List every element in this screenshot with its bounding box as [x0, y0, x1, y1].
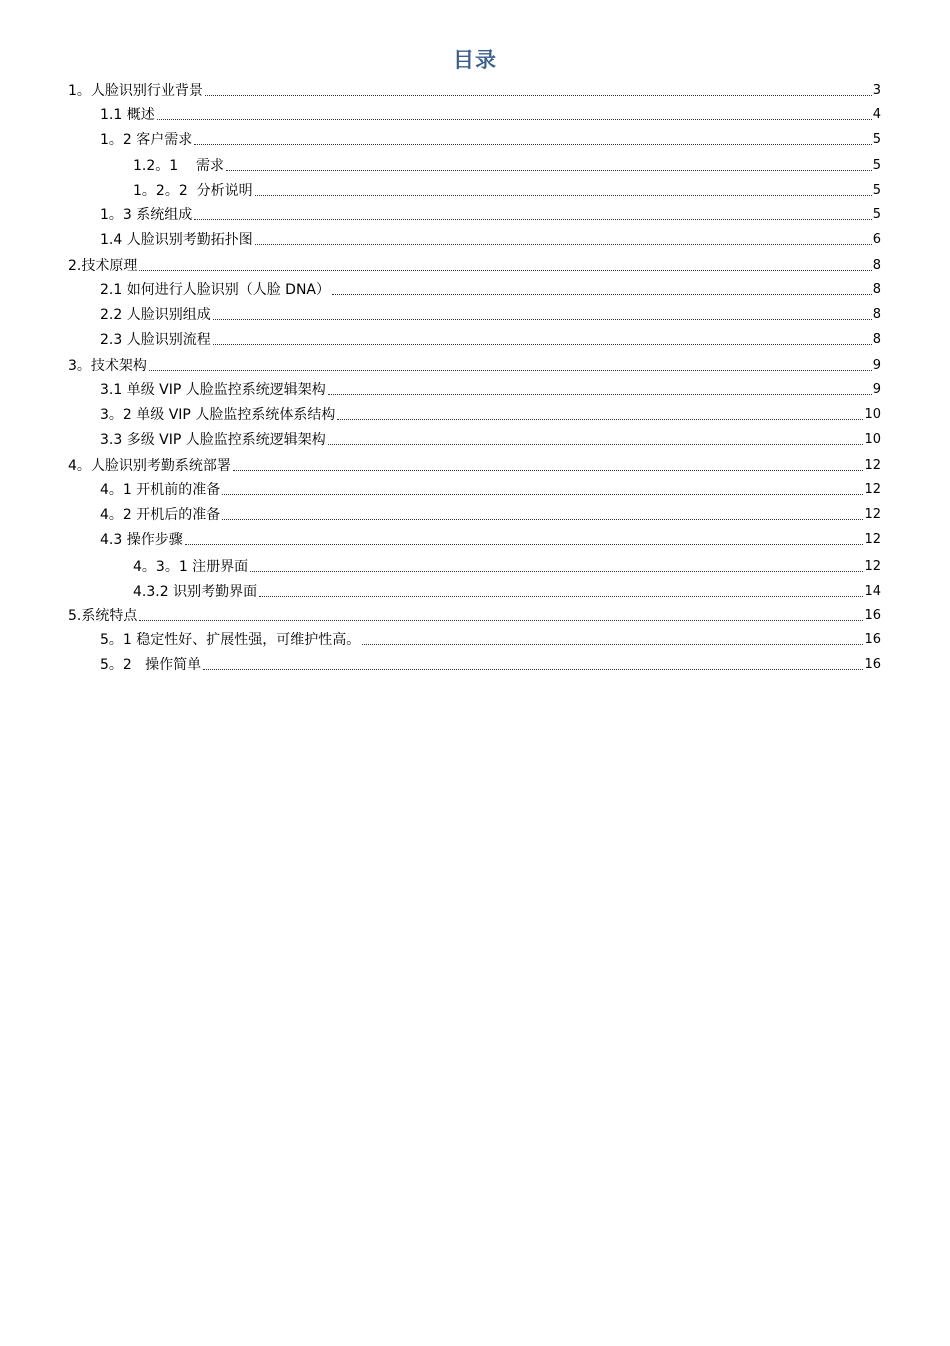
dot-leader: [222, 493, 863, 495]
toc-page-number: 9: [872, 358, 881, 373]
toc-page-number: 12: [864, 482, 881, 497]
toc-page-number: 12: [864, 458, 881, 473]
toc-entry-text: 4.3.2 识别考勤界面: [133, 584, 258, 600]
toc-entry[interactable]: [100, 404, 881, 424]
toc-page-number: 8: [872, 258, 881, 273]
toc-page-number: 12: [864, 507, 881, 522]
dot-leader: [185, 543, 864, 545]
toc-entry[interactable]: [100, 529, 881, 549]
toc-entry[interactable]: [100, 279, 881, 299]
toc-entry-text: 5。2 操作简单: [100, 657, 202, 673]
dot-leader: [328, 393, 872, 395]
toc-entry-text: 3.3 多级 VIP 人脸监控系统逻辑架构: [100, 432, 326, 448]
toc-page-number: 14: [864, 584, 881, 599]
toc-entry[interactable]: [100, 204, 881, 224]
toc-entry[interactable]: [68, 455, 881, 475]
toc-entry[interactable]: [68, 80, 881, 100]
toc-entry-text: 3.1 单级 VIP 人脸监控系统逻辑架构: [100, 382, 326, 398]
toc-entry[interactable]: [133, 556, 881, 576]
toc-entry-text: 4.3 操作步骤: [100, 532, 183, 548]
dot-leader: [205, 94, 872, 96]
dot-leader: [203, 668, 863, 670]
toc-entry-text: 5。1 稳定性好、扩展性强，可维护性高。: [100, 632, 361, 648]
toc-page-number: 8: [872, 307, 881, 322]
dot-leader: [328, 443, 864, 445]
toc-entry[interactable]: [100, 429, 881, 449]
toc-entry-text: 1。人脸识别行业背景: [68, 83, 203, 99]
dot-leader: [255, 194, 872, 196]
toc-entry[interactable]: [100, 504, 881, 524]
toc-page-number: 5: [872, 132, 881, 147]
dot-leader: [139, 619, 863, 621]
toc-page-number: 9: [872, 382, 881, 397]
toc-entry[interactable]: [100, 654, 881, 674]
toc-entry[interactable]: [100, 479, 881, 499]
toc-entry-text: 4。1 开机前的准备: [100, 482, 221, 498]
toc-page-number: 8: [872, 282, 881, 297]
toc-page-number: 16: [864, 608, 881, 623]
dot-leader: [149, 369, 872, 371]
dot-leader: [259, 595, 863, 597]
toc-entry-text: 4。2 开机后的准备: [100, 507, 221, 523]
toc-page-number: 8: [872, 332, 881, 347]
toc-entry-text: 1.1 概述: [100, 107, 155, 123]
toc-title: 目录: [453, 48, 497, 72]
dot-leader: [337, 418, 863, 420]
toc-entry-text: 3。技术架构: [68, 358, 147, 374]
toc-entry[interactable]: [100, 329, 881, 349]
dot-leader: [250, 570, 863, 572]
toc-entry[interactable]: [133, 180, 881, 200]
dot-leader: [157, 118, 872, 120]
toc-entry[interactable]: [100, 379, 881, 399]
toc-entry[interactable]: [100, 104, 881, 124]
toc-page-number: 5: [872, 183, 881, 198]
toc-entry[interactable]: [68, 605, 881, 625]
dot-leader: [194, 218, 871, 220]
toc-entry-text: 1。2。2 分析说明: [133, 183, 253, 199]
toc-entry[interactable]: [133, 581, 881, 601]
toc-entry-text: 4。人脸识别考勤系统部署: [68, 458, 231, 474]
toc-entry-text: 1。2 客户需求: [100, 132, 193, 148]
toc-page-number: 5: [872, 158, 881, 173]
dot-leader: [226, 169, 872, 171]
toc-page-number: 16: [864, 632, 881, 647]
toc-page-number: 4: [872, 107, 881, 122]
dot-leader: [362, 643, 863, 645]
dot-leader: [139, 269, 871, 271]
toc-page-number: 6: [872, 232, 881, 247]
toc-entry[interactable]: [68, 255, 881, 275]
toc-page-number: 16: [864, 657, 881, 672]
toc-entry-text: 1。3 系统组成: [100, 207, 193, 223]
toc-entry[interactable]: [68, 355, 881, 375]
toc-entry[interactable]: [100, 229, 881, 249]
toc-entry-text: 1.2。1 需求: [133, 158, 224, 174]
toc-entry[interactable]: [100, 129, 881, 149]
toc-entry-text: 1.4 人脸识别考勤拓扑图: [100, 232, 253, 248]
toc-page-number: 5: [872, 207, 881, 222]
dot-leader: [213, 318, 872, 320]
toc-page-number: 10: [864, 407, 881, 422]
dot-leader: [233, 469, 864, 471]
toc-entry-text: 2.技术原理: [68, 258, 138, 274]
toc-page-number: 12: [864, 532, 881, 547]
toc-page-number: 3: [872, 83, 881, 98]
toc-entry[interactable]: [100, 304, 881, 324]
toc-entry-text: 5.系统特点: [68, 608, 138, 624]
dot-leader: [194, 143, 871, 145]
toc-entry[interactable]: [133, 155, 881, 175]
toc-page-number: 12: [864, 559, 881, 574]
toc-entry-text: 2.2 人脸识别组成: [100, 307, 211, 323]
dot-leader: [222, 518, 863, 520]
toc-entry-text: 2.3 人脸识别流程: [100, 332, 211, 348]
dot-leader: [213, 343, 872, 345]
toc-entry-text: 3。2 单级 VIP 人脸监控系统体系结构: [100, 407, 336, 423]
toc-entry[interactable]: [100, 629, 881, 649]
toc-entry-text: 2.1 如何进行人脸识别（人脸 DNA）: [100, 282, 330, 298]
toc-page-number: 10: [864, 432, 881, 447]
dot-leader: [255, 243, 872, 245]
toc-entry-text: 4。3。1 注册界面: [133, 559, 249, 575]
dot-leader: [332, 293, 872, 295]
